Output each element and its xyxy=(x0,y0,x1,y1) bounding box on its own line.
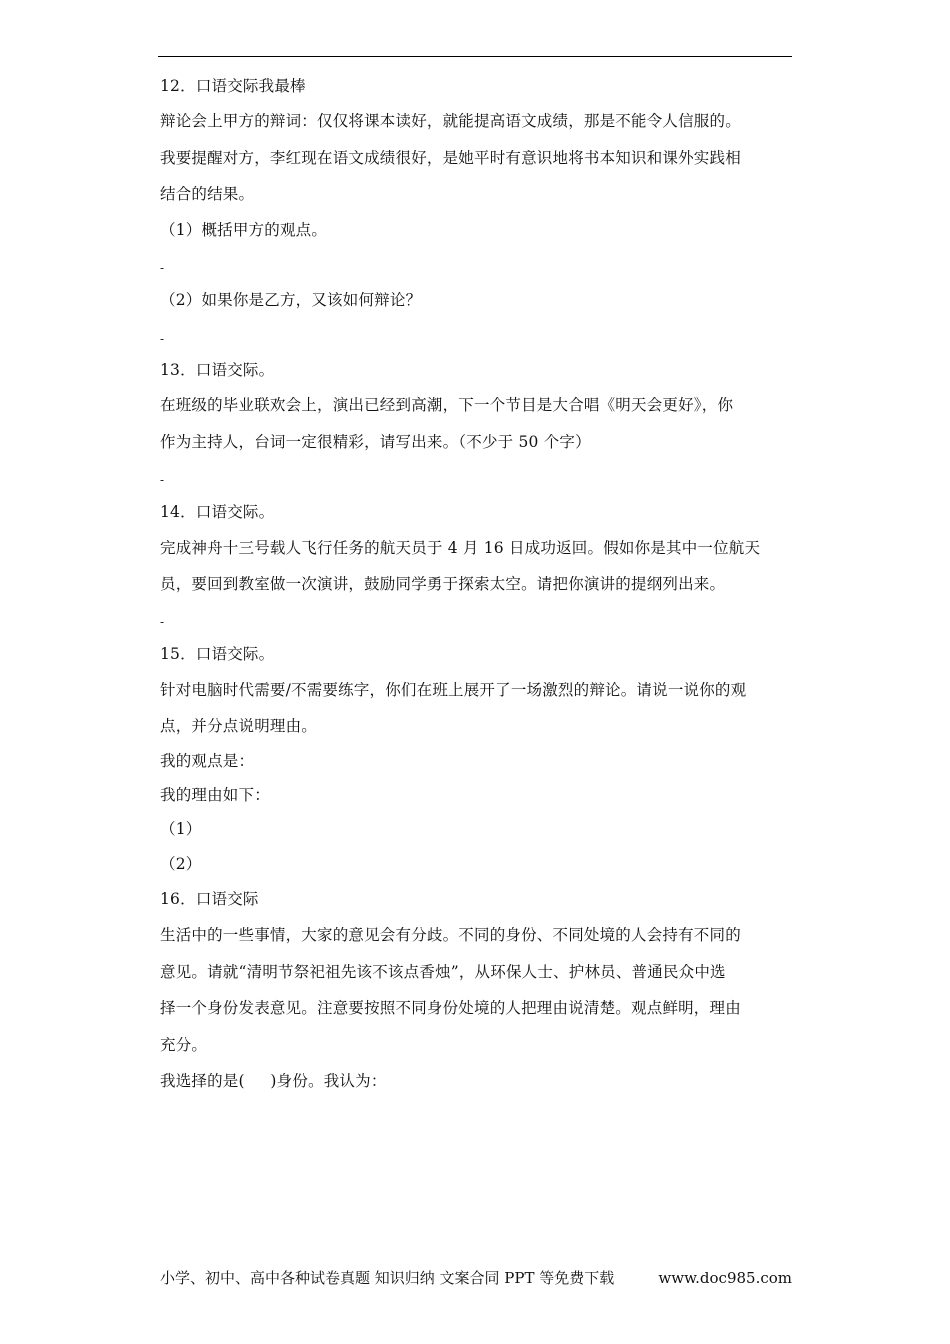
q13-title: 13．口语交际。 xyxy=(160,361,275,379)
q16-answer-prompt: 我选择的是( )身份。我认为： xyxy=(160,1072,387,1090)
header-rule xyxy=(158,56,792,57)
q15-text-line-1: 针对电脑时代需要/不需要练字，你们在班上展开了一场激烈的辩论。请说一说你的观 xyxy=(160,681,747,699)
q13-text-line-1: 在班级的毕业联欢会上，演出已经到高潮，下一个节目是大合唱《明天会更好》，你 xyxy=(160,396,734,414)
q12-answer-blank-2: - xyxy=(160,332,165,346)
q15-reasons-prompt: 我的理由如下： xyxy=(160,786,270,804)
q15-reason-2: （2） xyxy=(160,855,202,873)
q16-text-line-1: 生活中的一些事情，大家的意见会有分歧。不同的身份、不同处境的人会持有不同的 xyxy=(160,926,741,944)
q16-title: 16．口语交际 xyxy=(160,890,259,908)
q14-text-line-2: 员，要回到教室做一次演讲，鼓励同学勇于探索太空。请把你演讲的提纲列出来。 xyxy=(160,575,726,593)
q15-text-line-2: 点，并分点说明理由。 xyxy=(160,717,318,735)
q15-reason-1: （1） xyxy=(160,820,202,838)
q12-text-line-3: 结合的结果。 xyxy=(160,185,255,203)
q16-text-line-3: 择一个身份发表意见。注意要按照不同身份处境的人把理由说清楚。观点鲜明，理由 xyxy=(160,999,741,1017)
q13-text-line-2: 作为主持人，台词一定很精彩，请写出来。（不少于 50 个字） xyxy=(160,433,591,451)
q12-answer-blank-1: - xyxy=(160,261,165,275)
q12-title: 12．口语交际我最棒 xyxy=(160,77,306,95)
q12-subquestion-2: （2）如果你是乙方，又该如何辩论？ xyxy=(160,291,422,309)
q14-title: 14．口语交际。 xyxy=(160,503,275,521)
footer-promo-text: 小学、初中、高中各种试卷真题 知识归纳 文案合同 PPT 等免费下载 xyxy=(160,1269,615,1287)
q16-text-line-4: 充分。 xyxy=(160,1036,208,1054)
footer-website-link[interactable]: www.doc985.com xyxy=(658,1269,792,1287)
q13-answer-blank: - xyxy=(160,473,165,487)
page-footer xyxy=(160,1268,792,1288)
q15-title: 15．口语交际。 xyxy=(160,645,275,663)
q16-text-line-2: 意见。请就“清明节祭祀祖先该不该点香烛”，从环保人士、护林员、普通民众中选 xyxy=(160,963,726,981)
q15-viewpoint-prompt: 我的观点是： xyxy=(160,752,255,770)
q14-text-line-1: 完成神舟十三号载人飞行任务的航天员于 4 月 16 日成功返回。假如你是其中一位航天 xyxy=(160,539,761,557)
q12-text-line-2: 我要提醒对方，李红现在语文成绩很好，是她平时有意识地将书本知识和课外实践相 xyxy=(160,149,741,167)
q14-answer-blank: - xyxy=(160,615,165,629)
q12-text-line-1: 辩论会上甲方的辩词：仅仅将课本读好，就能提高语文成绩，那是不能令人信服的。 xyxy=(160,112,741,130)
q12-subquestion-1: （1）概括甲方的观点。 xyxy=(160,221,328,239)
